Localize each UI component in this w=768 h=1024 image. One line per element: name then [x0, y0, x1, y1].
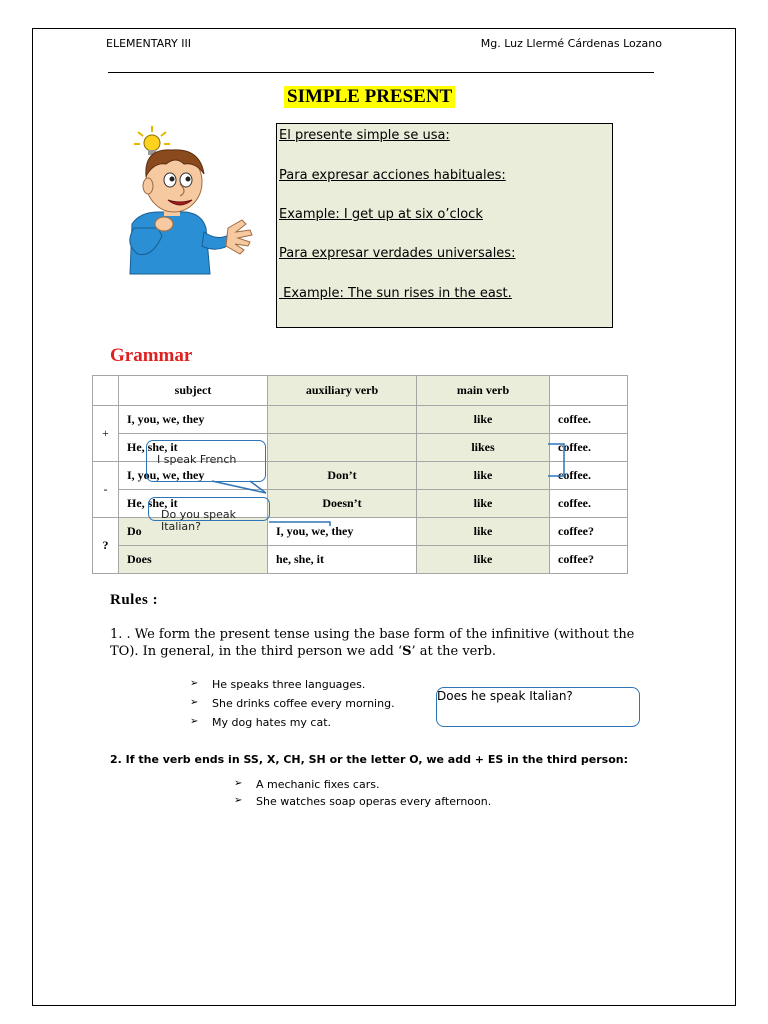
page-title: SIMPLE PRESENT	[284, 86, 455, 108]
speech-bubble-fragment	[546, 438, 570, 484]
universal-truths-label: Para expresar verdades universales:	[279, 246, 516, 261]
table-row	[93, 546, 628, 574]
list-item-text: A mechanic fixes cars.	[256, 778, 380, 791]
usage-info-box	[276, 123, 613, 328]
cell-subject: Does	[119, 546, 268, 574]
arrow-bullet-icon: ➢	[190, 716, 199, 727]
list-item	[234, 778, 491, 795]
course-label: ELEMENTARY III	[106, 37, 191, 50]
cell-aux: he, she, it	[268, 546, 417, 574]
thinking-boy-illustration	[118, 124, 264, 280]
list-item-text: My dog hates my cat.	[212, 716, 332, 729]
cell-object: coffee.	[550, 406, 628, 434]
speech-bubble-italian	[148, 497, 270, 533]
speech-bubble-italian-text: Do you speak Italian?	[161, 508, 236, 533]
grammar-heading: Grammar	[110, 345, 193, 366]
speech-bubble-french-text: I speak French	[157, 453, 237, 466]
cell-verb: like	[417, 518, 550, 546]
arrow-bullet-icon: ➢	[190, 678, 199, 689]
rule-1-text: 1. . We form the present tense using the base form of the infinitive (without the TO). In general, in the third person we add ‘	[110, 627, 635, 659]
author-label: Mg. Luz Llermé Cárdenas Lozano	[480, 37, 662, 50]
habitual-actions-label: Para expresar acciones habituales:	[279, 168, 506, 183]
list-item	[190, 716, 395, 735]
cell-subject: I, you, we, they	[119, 462, 268, 490]
cell-object: coffee.	[550, 434, 628, 462]
habitual-example: Example: I get up at six o’clock	[279, 207, 483, 222]
cell-subject: He, she, it	[119, 434, 268, 462]
rule-1-end: ’ at the verb.	[411, 644, 497, 659]
cell-aux: Don’t	[268, 462, 417, 490]
list-item	[190, 697, 395, 716]
header-cell-subject: subject	[119, 376, 268, 406]
arrow-bullet-icon: ➢	[234, 795, 243, 806]
speech-bubble-tail	[210, 480, 270, 496]
rule-2: 2. If the verb ends in SS, X, CH, SH or the letter O, we add + ES in the third person:	[110, 753, 629, 766]
sign-negative: -	[93, 462, 119, 518]
cell-aux: Doesn’t	[268, 490, 417, 518]
list-item-text: He speaks three languages.	[212, 678, 366, 691]
sign-affirmative: +	[93, 406, 119, 462]
universal-example: Example: The sun rises in the east.	[279, 286, 512, 301]
sign-question: ?	[93, 518, 119, 574]
cell-object: coffee?	[550, 546, 628, 574]
cell-verb: like	[417, 546, 550, 574]
cell-verb: likes	[417, 434, 550, 462]
cell-aux: I, you, we, they	[268, 518, 417, 546]
cell-object: coffee.	[550, 462, 628, 490]
speech-bubble-question	[436, 687, 640, 727]
rule-2-examples	[234, 778, 491, 812]
header-cell-aux: auxiliary verb	[268, 376, 417, 406]
header-cell-sign	[93, 376, 119, 406]
header-rule	[108, 72, 654, 73]
cell-verb: like	[417, 490, 550, 518]
list-item	[234, 795, 491, 812]
cell-subject: He, she, it	[119, 490, 268, 518]
list-item-text: She watches soap operas every afternoon.	[256, 795, 492, 808]
cell-object: coffee?	[550, 518, 628, 546]
arrow-bullet-icon: ➢	[190, 697, 199, 708]
rules-heading: Rules :	[110, 592, 159, 608]
usage-intro: El presente simple se usa:	[279, 128, 450, 143]
list-item-text: She drinks coffee every morning.	[212, 697, 395, 710]
rule-1	[110, 626, 658, 660]
rule-1-bold: S	[402, 644, 412, 659]
rule-1-examples	[190, 678, 395, 735]
cell-aux	[268, 406, 417, 434]
speech-bubble-french	[146, 440, 266, 482]
speech-bubble-question-text: Does he speak Italian?	[437, 689, 573, 703]
speech-bubble-tail	[268, 518, 332, 534]
table-header-row	[93, 376, 628, 406]
header-cell-object	[550, 376, 628, 406]
cell-aux	[268, 434, 417, 462]
cell-object: coffee.	[550, 490, 628, 518]
cell-subject: Do	[119, 518, 268, 546]
arrow-bullet-icon: ➢	[234, 778, 243, 789]
list-item	[190, 678, 395, 697]
cell-verb: like	[417, 406, 550, 434]
cell-subject: I, you, we, they	[119, 406, 268, 434]
cell-verb: like	[417, 462, 550, 490]
table-row	[93, 406, 628, 434]
header-cell-verb: main verb	[417, 376, 550, 406]
